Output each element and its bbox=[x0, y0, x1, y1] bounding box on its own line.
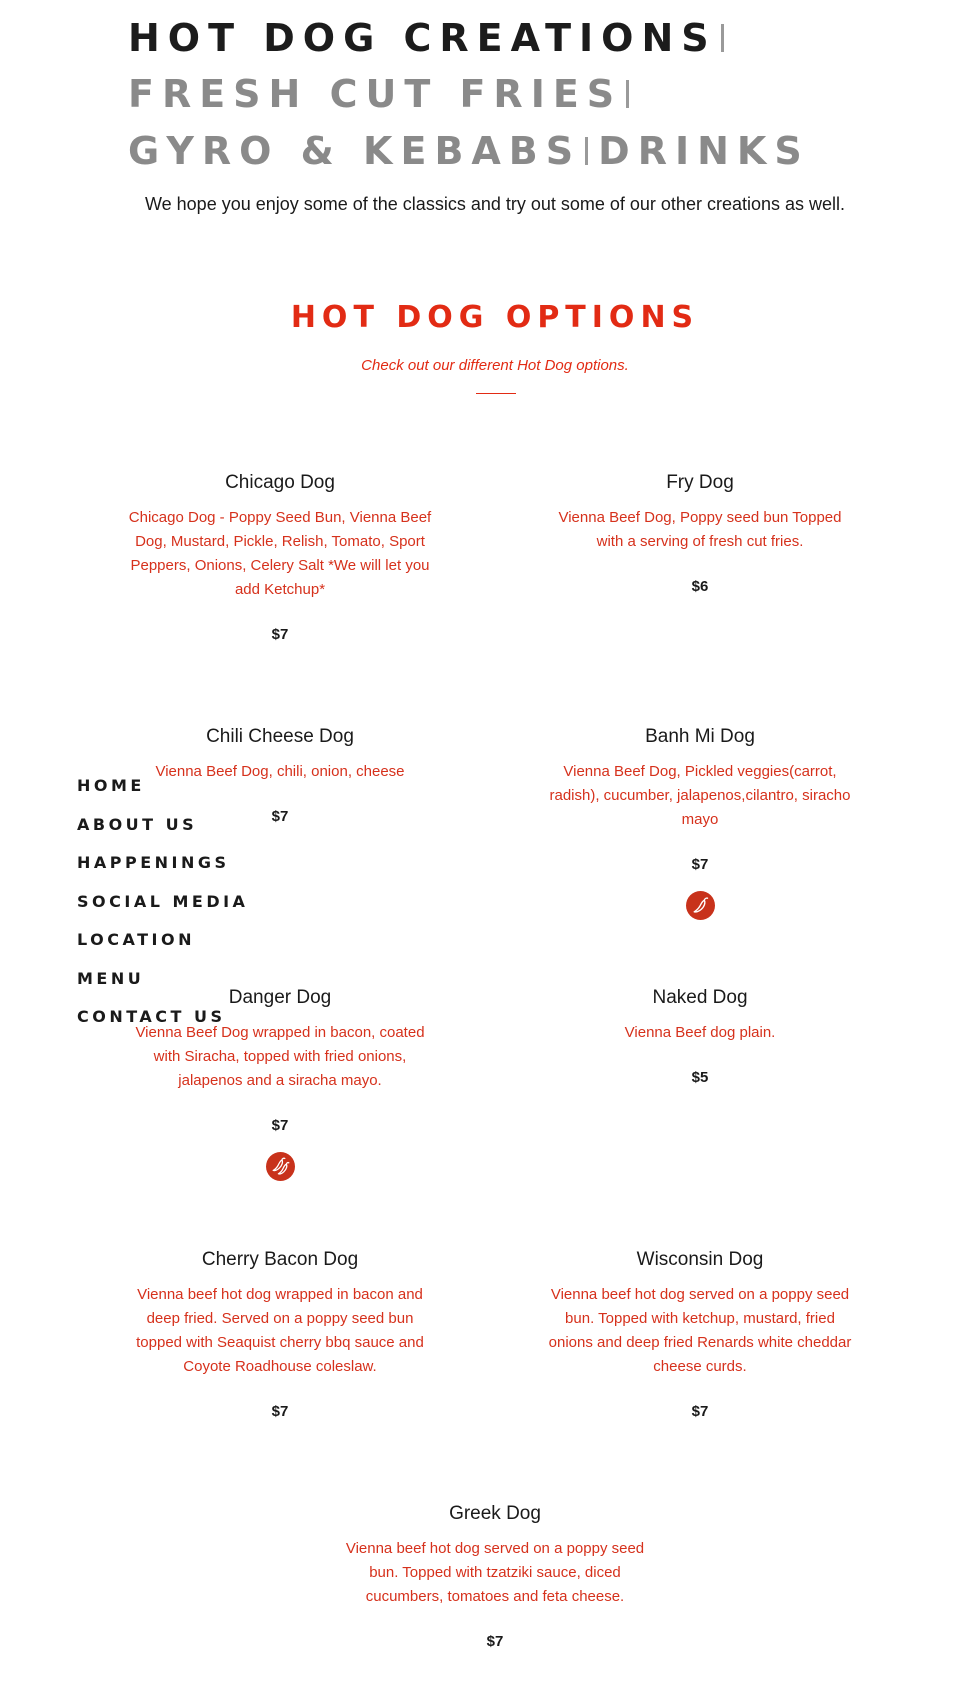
section-divider bbox=[476, 393, 516, 394]
header-line-hot-dog-creations bbox=[128, 16, 734, 60]
header-separator bbox=[626, 80, 629, 108]
menu-item-description: Vienna Beef dog plain. bbox=[624, 1024, 776, 1041]
main-nav bbox=[77, 776, 248, 1046]
menu-item-description: Vienna Beef Dog, Pickled veggies(carrot, radish), cucumber, jalapenos,cilantro, siracho mayo bbox=[549, 763, 851, 828]
menu-item-price: $7 bbox=[271, 808, 289, 825]
header-fresh-cut-fries-text: FRESH CUT FRIES bbox=[128, 72, 623, 116]
menu-item-name: Banh Mi Dog bbox=[645, 726, 755, 747]
menu-item-naked-dog bbox=[545, 985, 855, 1086]
chili-pepper-icon bbox=[686, 891, 715, 920]
header-drinks-text: DRINKS bbox=[598, 129, 810, 173]
header-separator bbox=[585, 137, 588, 165]
nav-item-home[interactable]: HOME bbox=[77, 776, 145, 795]
menu-item-description: Vienna beef hot dog served on a poppy seed bun. Topped with ketchup, mustard, fried onions and deep fried Renards white cheddar cheese curds. bbox=[548, 1286, 852, 1375]
header-separator bbox=[721, 24, 724, 52]
menu-item-description: Vienna beef hot dog served on a poppy seed bun. Topped with tzatziki sauce, diced cucumbers, tomatoes and feta cheese. bbox=[345, 1540, 645, 1605]
menu-item-name: Chili Cheese Dog bbox=[206, 726, 354, 747]
section-subtitle: Check out our different Hot Dog options. bbox=[361, 357, 629, 374]
menu-item-name: Wisconsin Dog bbox=[636, 1249, 764, 1270]
menu-item-description: Vienna Beef Dog wrapped in bacon, coated with Siracha, topped with fried onions, jalapenos and a siracha mayo. bbox=[135, 1024, 425, 1089]
menu-item-price: $7 bbox=[271, 1403, 289, 1420]
header-line-fresh-cut-fries bbox=[128, 72, 639, 116]
menu-item-price: $7 bbox=[271, 626, 289, 643]
menu-item-chicago-dog bbox=[125, 470, 435, 643]
menu-item-price: $6 bbox=[691, 578, 709, 595]
menu-item-cherry-bacon-dog bbox=[125, 1247, 435, 1420]
nav-item-social-media[interactable]: SOCIAL MEDIA bbox=[77, 891, 249, 911]
menu-item-price: $7 bbox=[271, 1117, 289, 1134]
nav-item-contact-us[interactable]: CONTACT US bbox=[77, 1007, 226, 1026]
menu-item-name: Cherry Bacon Dog bbox=[201, 1249, 359, 1270]
menu-item-name: Naked Dog bbox=[652, 987, 748, 1008]
menu-item-description: Vienna Beef Dog, Poppy seed bun Topped with a serving of fresh cut fries. bbox=[558, 509, 842, 550]
header-hot-dog-creations-text: HOT DOG CREATIONS bbox=[128, 16, 717, 60]
header-line-gyro-drinks bbox=[128, 129, 810, 173]
menu-item-name: Greek Dog bbox=[449, 1503, 541, 1524]
double-chili-pepper-icon bbox=[266, 1152, 295, 1181]
nav-item-menu[interactable]: MENU bbox=[77, 968, 145, 988]
menu-item-greek-dog bbox=[344, 1501, 646, 1650]
menu-item-wisconsin-dog bbox=[545, 1247, 855, 1420]
menu-item-description: Vienna Beef Dog, chili, onion, cheese bbox=[155, 763, 405, 780]
nav-item-location[interactable]: LOCATION bbox=[77, 930, 195, 949]
menu-item-name: Fry Dog bbox=[666, 472, 734, 493]
menu-item-price: $5 bbox=[691, 1069, 709, 1086]
menu-item-price: $7 bbox=[691, 856, 709, 873]
nav-item-about-us[interactable]: ABOUT US bbox=[77, 814, 198, 834]
nav-item-happenings[interactable]: HAPPENINGS bbox=[77, 853, 230, 872]
menu-item-price: $7 bbox=[691, 1403, 709, 1420]
menu-item-fry-dog bbox=[545, 470, 855, 595]
menu-item-description: Vienna beef hot dog wrapped in bacon and deep fried. Served on a poppy seed bun topped with Seaquist cherry bbq sauce and Coyote Roadhouse coleslaw. bbox=[136, 1286, 424, 1375]
menu-item-description: Chicago Dog - Poppy Seed Bun, Vienna Beef Dog, Mustard, Pickle, Relish, Tomato, Sport Peppers, Onions, Celery Salt *We will let you add Ketchup* bbox=[128, 509, 432, 598]
section-title: HOT DOG OPTIONS bbox=[290, 300, 700, 335]
menu-item-price: $7 bbox=[486, 1633, 504, 1650]
menu-item-banh-mi-dog bbox=[545, 724, 855, 920]
header-gyro-kebabs-text: GYRO & KEBABS bbox=[128, 129, 582, 173]
intro-text: We hope you enjoy some of the classics and try out some of our other creations as well. bbox=[144, 194, 846, 214]
menu-item-name: Danger Dog bbox=[228, 987, 332, 1008]
menu-item-name: Chicago Dog bbox=[225, 472, 335, 493]
